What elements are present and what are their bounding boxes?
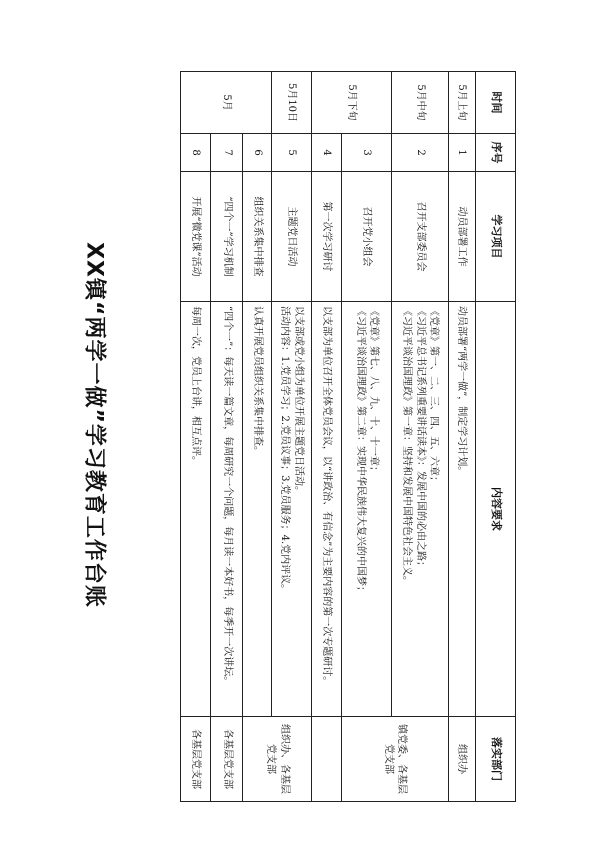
page-title: XX镇“两学一做”学习教育工作台账 xyxy=(81,242,107,608)
cell-dept: 组织办 xyxy=(448,717,475,802)
cell-dept xyxy=(311,717,341,802)
table-row xyxy=(392,72,448,802)
cell-item: 主题党日活动 xyxy=(271,172,311,302)
cell-req xyxy=(341,302,391,717)
cell-dept: 各基层党支部 xyxy=(211,717,243,802)
table-row xyxy=(311,72,341,802)
table-row xyxy=(341,72,391,802)
cell-item: 召开党小组会 xyxy=(341,172,391,302)
cell-req xyxy=(181,302,211,717)
cell-no: 2 xyxy=(392,134,448,172)
ledger-table xyxy=(180,71,516,802)
cell-dept: 组织办、各基层党支部 xyxy=(243,717,311,802)
req-line: 动员部署“两学一做”，制定学习计划。 xyxy=(456,306,468,477)
req-line: 以支部或党小组为单位开展主题党日活动。 xyxy=(292,306,304,496)
header-time: 时间 xyxy=(475,72,515,134)
header-item: 学习项目 xyxy=(475,172,515,302)
cell-no: 1 xyxy=(448,134,475,172)
req-line: 《习近平总书记系列重要讲话读本》：发展中国的必由之路； xyxy=(414,306,426,571)
header-req: 内容要求 xyxy=(475,302,515,717)
cell-time: 5月下旬 xyxy=(311,72,391,134)
cell-req xyxy=(211,302,243,717)
cell-req xyxy=(243,302,271,717)
cell-time: 5月 xyxy=(181,72,272,134)
table-row xyxy=(181,72,211,802)
cell-item: 开展“微党课”活动 xyxy=(181,172,211,302)
cell-item: 第一次学习研讨 xyxy=(311,172,341,302)
req-line: 《习近平谈治国理政》第一章：坚持和发展中国特色社会主义。 xyxy=(401,306,413,586)
req-line: 每周一次，党员上台讲，相互点评。 xyxy=(190,306,202,466)
cell-no: 3 xyxy=(341,134,391,172)
req-line: 认真开展党员组织关系集中排查。 xyxy=(251,306,263,456)
cell-item: 动员部署工作 xyxy=(448,172,475,302)
req-line: 《党章》第七、八、九、十、十一章； xyxy=(368,306,380,476)
ledger-table-wrapper xyxy=(180,71,516,801)
cell-dept: 镇党委、各基层党支部 xyxy=(341,717,448,802)
cell-req xyxy=(271,302,311,717)
cell-item: 召开支部委员会 xyxy=(392,172,448,302)
cell-no: 6 xyxy=(243,134,271,172)
cell-time: 5月中旬 xyxy=(392,72,448,134)
req-line: 活动内容：1.党员学习；2.党员议事；3.党员服务；4.党内评议。 xyxy=(279,306,291,595)
header-no: 序号 xyxy=(475,134,515,172)
table-row xyxy=(211,72,243,802)
req-line: 以支部为单位召开全体党员会议，以“讲政治、有信念”为主要内容的第一次专题研讨。 xyxy=(321,306,333,687)
header-row xyxy=(475,72,515,802)
req-line: 《党章》第一、二、三、四、五、六章； xyxy=(428,306,440,486)
table-row xyxy=(271,72,311,802)
header-dept: 落实部门 xyxy=(475,717,515,802)
table-row xyxy=(448,72,475,802)
cell-time: 5月10日 xyxy=(271,72,311,134)
cell-no: 8 xyxy=(181,134,211,172)
cell-no: 5 xyxy=(271,134,311,172)
req-line: “四个一”：每天读一篇文章，每周研究一个问题，每月读一本好书，每季开一次讲坛。 xyxy=(221,306,233,687)
cell-item: 组织关系集中排查 xyxy=(243,172,271,302)
cell-req xyxy=(311,302,341,717)
cell-req xyxy=(448,302,475,717)
cell-no: 7 xyxy=(211,134,243,172)
cell-dept: 各基层党支部 xyxy=(181,717,211,802)
cell-item: “四个一”学习机制 xyxy=(211,172,243,302)
cell-time: 5月上旬 xyxy=(448,72,475,134)
table-row xyxy=(243,72,271,802)
cell-no: 4 xyxy=(311,134,341,172)
cell-req xyxy=(392,302,448,717)
req-line: 《习近平谈治国理政》第二章：实现中华民族伟大复兴的中国梦； xyxy=(354,306,366,596)
